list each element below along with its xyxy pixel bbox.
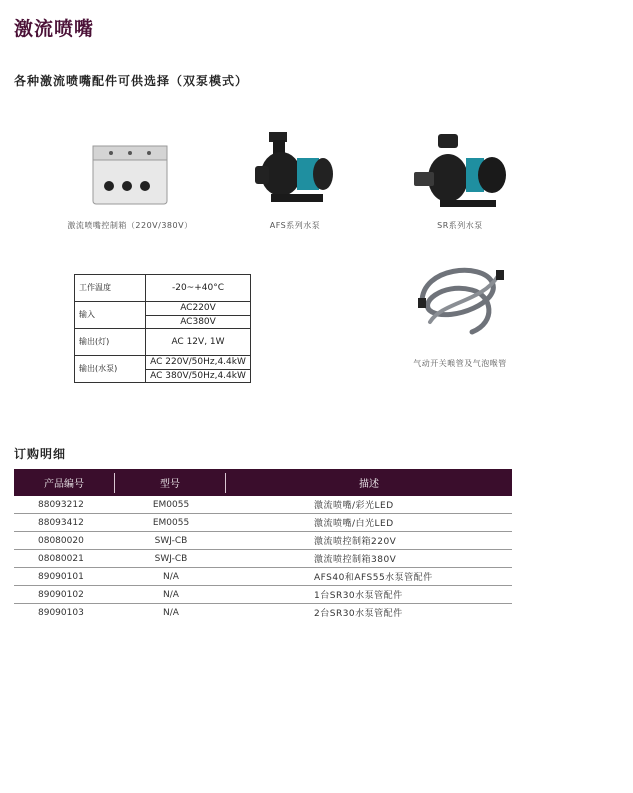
spec-label: 输出(水泵)	[75, 356, 146, 383]
spec-value: AC 220V/50Hz,4.4kW	[146, 356, 251, 370]
cell-code: 89090103	[38, 607, 84, 618]
spec-table	[74, 274, 251, 383]
hose-caption: 气动开关喉管及气泡喉管	[413, 359, 507, 368]
table-row	[14, 586, 512, 604]
product-afs-pump	[240, 128, 350, 231]
cell-desc: 激流喷控制箱380V	[314, 555, 397, 565]
spec-value: -20~+40°C	[146, 275, 251, 302]
hose-image	[412, 262, 508, 340]
product-sr-pump	[405, 128, 515, 231]
cell-model: EM0055	[152, 499, 190, 510]
cell-code: 08080020	[38, 535, 84, 546]
order-table	[14, 469, 512, 621]
sr-pump-caption: SR系列水泵	[437, 221, 483, 230]
page-subtitle: 各种激流喷嘴配件可供选择（双泵模式）	[14, 74, 249, 88]
product-hose	[405, 262, 515, 369]
spec-value: AC 12V, 1W	[146, 329, 251, 356]
cell-desc: AFS40和AFS55水泵管配件	[314, 573, 433, 583]
cell-model: N/A	[163, 607, 179, 618]
cell-desc: 激流喷控制箱220V	[314, 537, 397, 547]
cell-desc: 2台SR30水泵管配件	[314, 609, 403, 619]
cell-model: SWJ-CB	[154, 535, 188, 546]
spec-row-output-pump	[75, 356, 251, 370]
table-row	[14, 514, 512, 532]
spec-value: AC 380V/50Hz,4.4kW	[146, 369, 251, 383]
table-row	[14, 604, 512, 621]
afs-pump-image	[249, 128, 341, 212]
cell-model: EM0055	[152, 517, 190, 528]
control-box-image	[89, 140, 171, 208]
cell-code: 88093412	[38, 517, 84, 528]
cell-code: 89090101	[38, 571, 84, 582]
spec-label: 工作温度	[75, 275, 146, 302]
spec-label: 输入	[75, 302, 146, 329]
spec-row-temp	[75, 275, 251, 302]
product-control-box	[60, 140, 200, 231]
table-row	[14, 568, 512, 586]
cell-model: N/A	[163, 589, 179, 600]
cell-code: 88093212	[38, 499, 84, 510]
cell-model: N/A	[163, 571, 179, 582]
table-row	[14, 496, 512, 514]
order-table-header	[14, 469, 512, 496]
spec-label: 输出(灯)	[75, 329, 146, 356]
table-row	[14, 532, 512, 550]
spec-value: AC220V	[146, 302, 251, 316]
control-box-caption: 激流喷嘴控制箱（220V/380V）	[67, 221, 193, 230]
order-title: 订购明细	[14, 447, 67, 461]
spec-row-output-light	[75, 329, 251, 356]
table-row	[14, 550, 512, 568]
afs-pump-caption: AFS系列水泵	[269, 221, 321, 230]
spec-value: AC380V	[146, 315, 251, 329]
spec-row-input	[75, 302, 251, 316]
header-product-code: 产品编号	[44, 479, 84, 490]
cell-desc: 1台SR30水泵管配件	[314, 591, 403, 601]
cell-code: 89090102	[38, 589, 84, 600]
cell-desc: 激流喷嘴/彩光LED	[314, 501, 394, 511]
page-title: 激流喷嘴	[14, 18, 95, 40]
sr-pump-image	[410, 128, 510, 212]
header-description: 描述	[359, 479, 379, 490]
cell-model: SWJ-CB	[154, 553, 188, 564]
header-model: 型号	[160, 479, 180, 490]
cell-code: 08080021	[38, 553, 84, 564]
cell-desc: 激流喷嘴/白光LED	[314, 519, 394, 529]
